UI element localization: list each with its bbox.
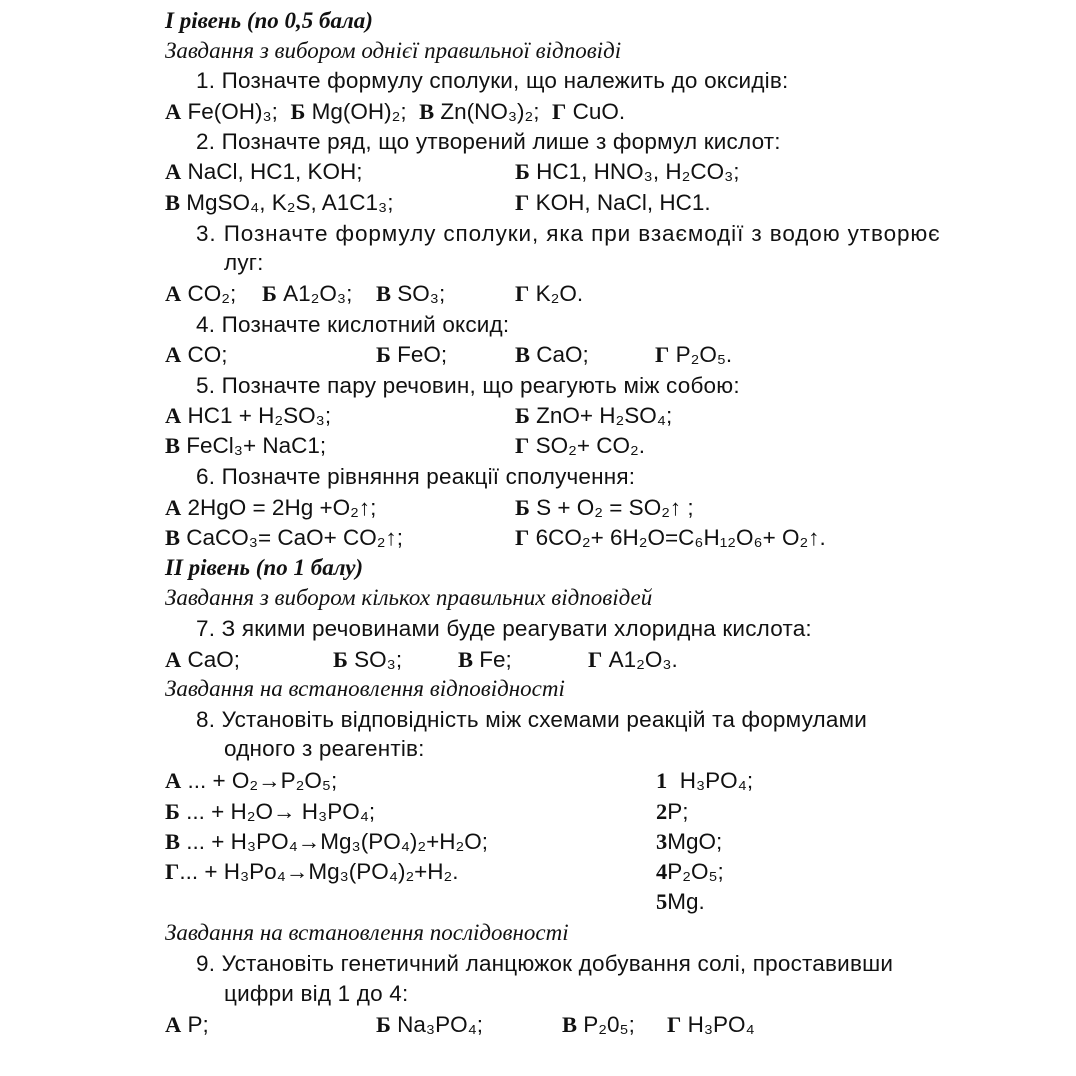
q2-option-a: А NaCl, HC1, KOH; bbox=[165, 159, 363, 184]
question-2-text: 2. Позначте ряд, що утворений лише з формул кислот: bbox=[196, 129, 781, 154]
q8-scheme-a: А ... + O₂→P₂O₅; bbox=[165, 768, 338, 793]
q7-option-c: В Fe; bbox=[458, 647, 512, 672]
q1-option-b: Б Mg(OH)₂; bbox=[290, 99, 407, 124]
question-4-text: 4. Позначте кислотний оксид: bbox=[196, 312, 510, 337]
q3-option-c: В SO₃; bbox=[376, 281, 446, 306]
q5-option-d: Г SO₂+ CO₂. bbox=[515, 433, 645, 458]
question-7-text: 7. З якими речовинами буде реагувати хлоридна кислота: bbox=[196, 616, 812, 641]
question-8-text-cont: одного з реагентів: bbox=[224, 736, 425, 761]
q2-option-c: В MgSO₄, K₂S, A1C1₃; bbox=[165, 190, 394, 215]
q1-option-a: А Fe(OH)₃; bbox=[165, 99, 278, 124]
q6-option-b: Б S + O₂ = SO₂↑ ; bbox=[515, 495, 694, 520]
level2-section: Завдання з вибором кількох правильних відповідей bbox=[165, 585, 653, 610]
q1-option-c: В Zn(NO₃)₂; bbox=[419, 99, 540, 124]
q8-answer-3: 3MgO; bbox=[656, 829, 723, 854]
question-3-text-cont: луг: bbox=[224, 250, 264, 275]
q8-scheme-c: В ... + H₃PO₄→Mg₃(PO₄)₂+H₂O; bbox=[165, 829, 488, 854]
question-9-text: 9. Установіть генетичний ланцюжок добування солі, проставивши bbox=[196, 951, 894, 976]
q4-option-d: Г P₂O₅. bbox=[655, 342, 733, 367]
question-8-text: 8. Установіть відповідність між схемами реакцій та формулами bbox=[196, 707, 868, 732]
question-3-text: 3. Позначте формулу сполуки, яка при взаємодії з водою утворює bbox=[196, 221, 941, 246]
q4-option-b: Б FeO; bbox=[376, 342, 448, 367]
question-6-text: 6. Позначте рівняння реакції сполучення: bbox=[196, 464, 636, 489]
q9-option-d: Г H₃PO₄ bbox=[667, 1012, 755, 1037]
q6-option-c: В CaCO₃= CaO+ CO₂↑; bbox=[165, 525, 403, 550]
level1-title: I рівень (по 0,5 бала) bbox=[165, 8, 373, 33]
q6-option-d: Г 6CO₂+ 6H₂O=C₆H₁₂O₆+ O₂↑. bbox=[515, 525, 826, 550]
q5-option-a: А HC1 + H₂SO₃; bbox=[165, 403, 332, 428]
q3-option-b: Б A1₂O₃; bbox=[262, 281, 353, 306]
q3-option-d: Г K₂O. bbox=[515, 281, 584, 306]
q7-option-a: А CaO; bbox=[165, 647, 241, 672]
question-9-text-cont: цифри від 1 до 4: bbox=[224, 981, 409, 1006]
q8-answer-2: 2P; bbox=[656, 799, 689, 824]
q2-option-d: Г KOH, NaCl, HC1. bbox=[515, 190, 711, 215]
q9-option-b: Б Na₃PO₄; bbox=[376, 1012, 484, 1037]
q9-option-c: В P₂0₅; bbox=[562, 1012, 635, 1037]
q5-option-c: В FeCl₃+ NaC1; bbox=[165, 433, 327, 458]
q7-option-d: Г A1₂O₃. bbox=[588, 647, 678, 672]
question-5-text: 5. Позначте пару речовин, що реагують між собою: bbox=[196, 373, 740, 398]
q6-option-a: А 2HgO = 2Hg +O₂↑; bbox=[165, 495, 377, 520]
q4-option-c: В CaO; bbox=[515, 342, 589, 367]
q3-option-a: А CO₂; bbox=[165, 281, 237, 306]
question-1-options bbox=[165, 97, 625, 127]
q1-option-d: Г CuO. bbox=[552, 99, 626, 124]
level2-title: II рівень (по 1 балу) bbox=[165, 555, 364, 580]
sequence-section: Завдання на встановлення послідовності bbox=[165, 920, 569, 945]
q8-scheme-b: Б ... + H₂O→ H₃PO₄; bbox=[165, 799, 376, 824]
matching-section: Завдання на встановлення відповідності bbox=[165, 676, 565, 701]
q4-option-a: А CO; bbox=[165, 342, 228, 367]
q8-answer-1: 1 H₃PO₄; bbox=[656, 768, 754, 793]
q9-option-a: А P; bbox=[165, 1012, 209, 1037]
q8-scheme-d: Г... + H₃Po₄→Mg₃(PO₄)₂+H₂. bbox=[165, 859, 459, 884]
q8-answer-5: 5Mg. bbox=[656, 889, 705, 914]
question-1-text: 1. Позначте формулу сполуки, що належить до оксидів: bbox=[196, 68, 789, 93]
q2-option-b: Б HC1, HNO₃, H₂CO₃; bbox=[515, 159, 740, 184]
q8-answer-4: 4P₂O₅; bbox=[656, 859, 724, 884]
level1-section: Завдання з вибором однієї правильної відповіді bbox=[165, 38, 622, 63]
q5-option-b: Б ZnO+ H₂SO₄; bbox=[515, 403, 673, 428]
q7-option-b: Б SO₃; bbox=[333, 647, 403, 672]
